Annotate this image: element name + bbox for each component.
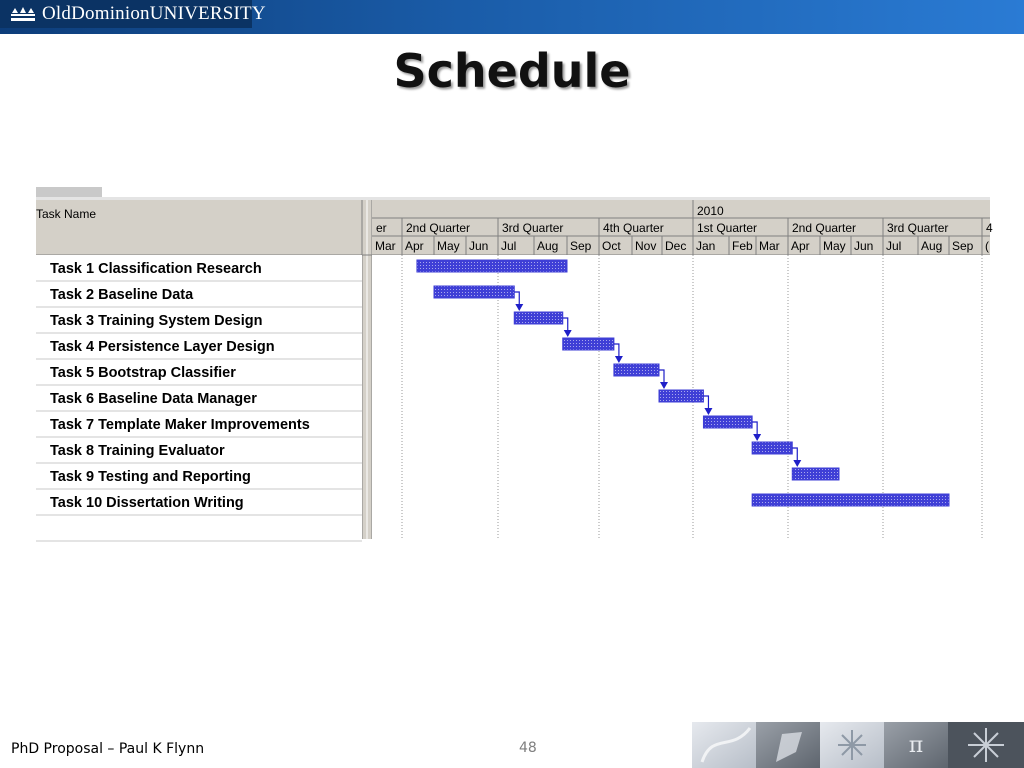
month-label: Mar (759, 239, 780, 253)
quarter-label: 4 (986, 221, 993, 235)
month-label: Sep (952, 239, 974, 253)
gantt-tab (36, 187, 102, 197)
gantt-bar (752, 494, 949, 506)
month-label: Dec (665, 239, 687, 253)
gantt-bar (563, 338, 614, 350)
footer-author: PhD Proposal – Paul K Flynn (11, 741, 205, 757)
task-name: Task 10 Dissertation Writing (50, 495, 244, 511)
gantt-bar (417, 260, 567, 272)
quarter-label: 2nd Quarter (792, 221, 857, 235)
month-label: Jul (501, 239, 517, 253)
quarter-label: 4th Quarter (603, 221, 664, 235)
quarter-label: er (376, 221, 387, 235)
task-name: Task 5 Bootstrap Classifier (50, 365, 236, 381)
gantt-bar (514, 312, 562, 324)
month-label: Aug (537, 239, 559, 253)
quarter-label: 1st Quarter (697, 221, 758, 235)
page-number: 48 (519, 740, 537, 756)
month-label: Sep (570, 239, 592, 253)
crown-icon (10, 6, 36, 22)
task-name: Task 2 Baseline Data (50, 287, 194, 303)
task-name: Task 1 Classification Research (50, 261, 262, 277)
gantt-top-strip (36, 197, 990, 200)
quarter-label: 2nd Quarter (406, 221, 471, 235)
footer-image-strip (692, 722, 1024, 768)
task-name: Task 6 Baseline Data Manager (50, 391, 257, 407)
task-name: Task 8 Training Evaluator (50, 443, 225, 459)
month-label: ( (985, 239, 989, 253)
month-label: Apr (791, 239, 810, 253)
gantt-bar (752, 442, 792, 454)
gantt-bar (659, 390, 703, 402)
month-label: Aug (921, 239, 943, 253)
month-label: May (823, 239, 846, 253)
month-label: May (437, 239, 460, 253)
month-label: Jun (854, 239, 874, 253)
quarter-label: 3rd Quarter (887, 221, 949, 235)
task-name: Task 4 Persistence Layer Design (50, 339, 275, 355)
pi-icon: π (908, 733, 924, 758)
gantt-bar (703, 416, 752, 428)
month-label: Apr (405, 239, 424, 253)
month-label: Jan (696, 239, 716, 253)
gantt-bar (792, 468, 839, 480)
page-title: Schedule (393, 44, 631, 98)
month-label: Jul (886, 239, 902, 253)
task-name: Task 9 Testing and Reporting (50, 469, 251, 485)
header-bar (0, 0, 1024, 34)
month-label: Nov (635, 239, 657, 253)
university-logo (0, 0, 266, 28)
university-name: OldDominionUNIVERSITY (42, 3, 266, 24)
gantt-chart (36, 187, 993, 539)
month-label: Oct (602, 239, 621, 253)
gantt-bar (434, 286, 514, 298)
month-label: Jun (469, 239, 489, 253)
task-name: Task 7 Template Maker Improvements (50, 417, 310, 433)
gantt-bar (614, 364, 659, 376)
task-name: Task 3 Training System Design (50, 313, 263, 329)
month-label: Mar (375, 239, 396, 253)
year-label: 2010 (697, 204, 724, 218)
month-label: Feb (732, 239, 753, 253)
task-name-column-header: Task Name (36, 207, 97, 221)
quarter-label: 3rd Quarter (502, 221, 564, 235)
